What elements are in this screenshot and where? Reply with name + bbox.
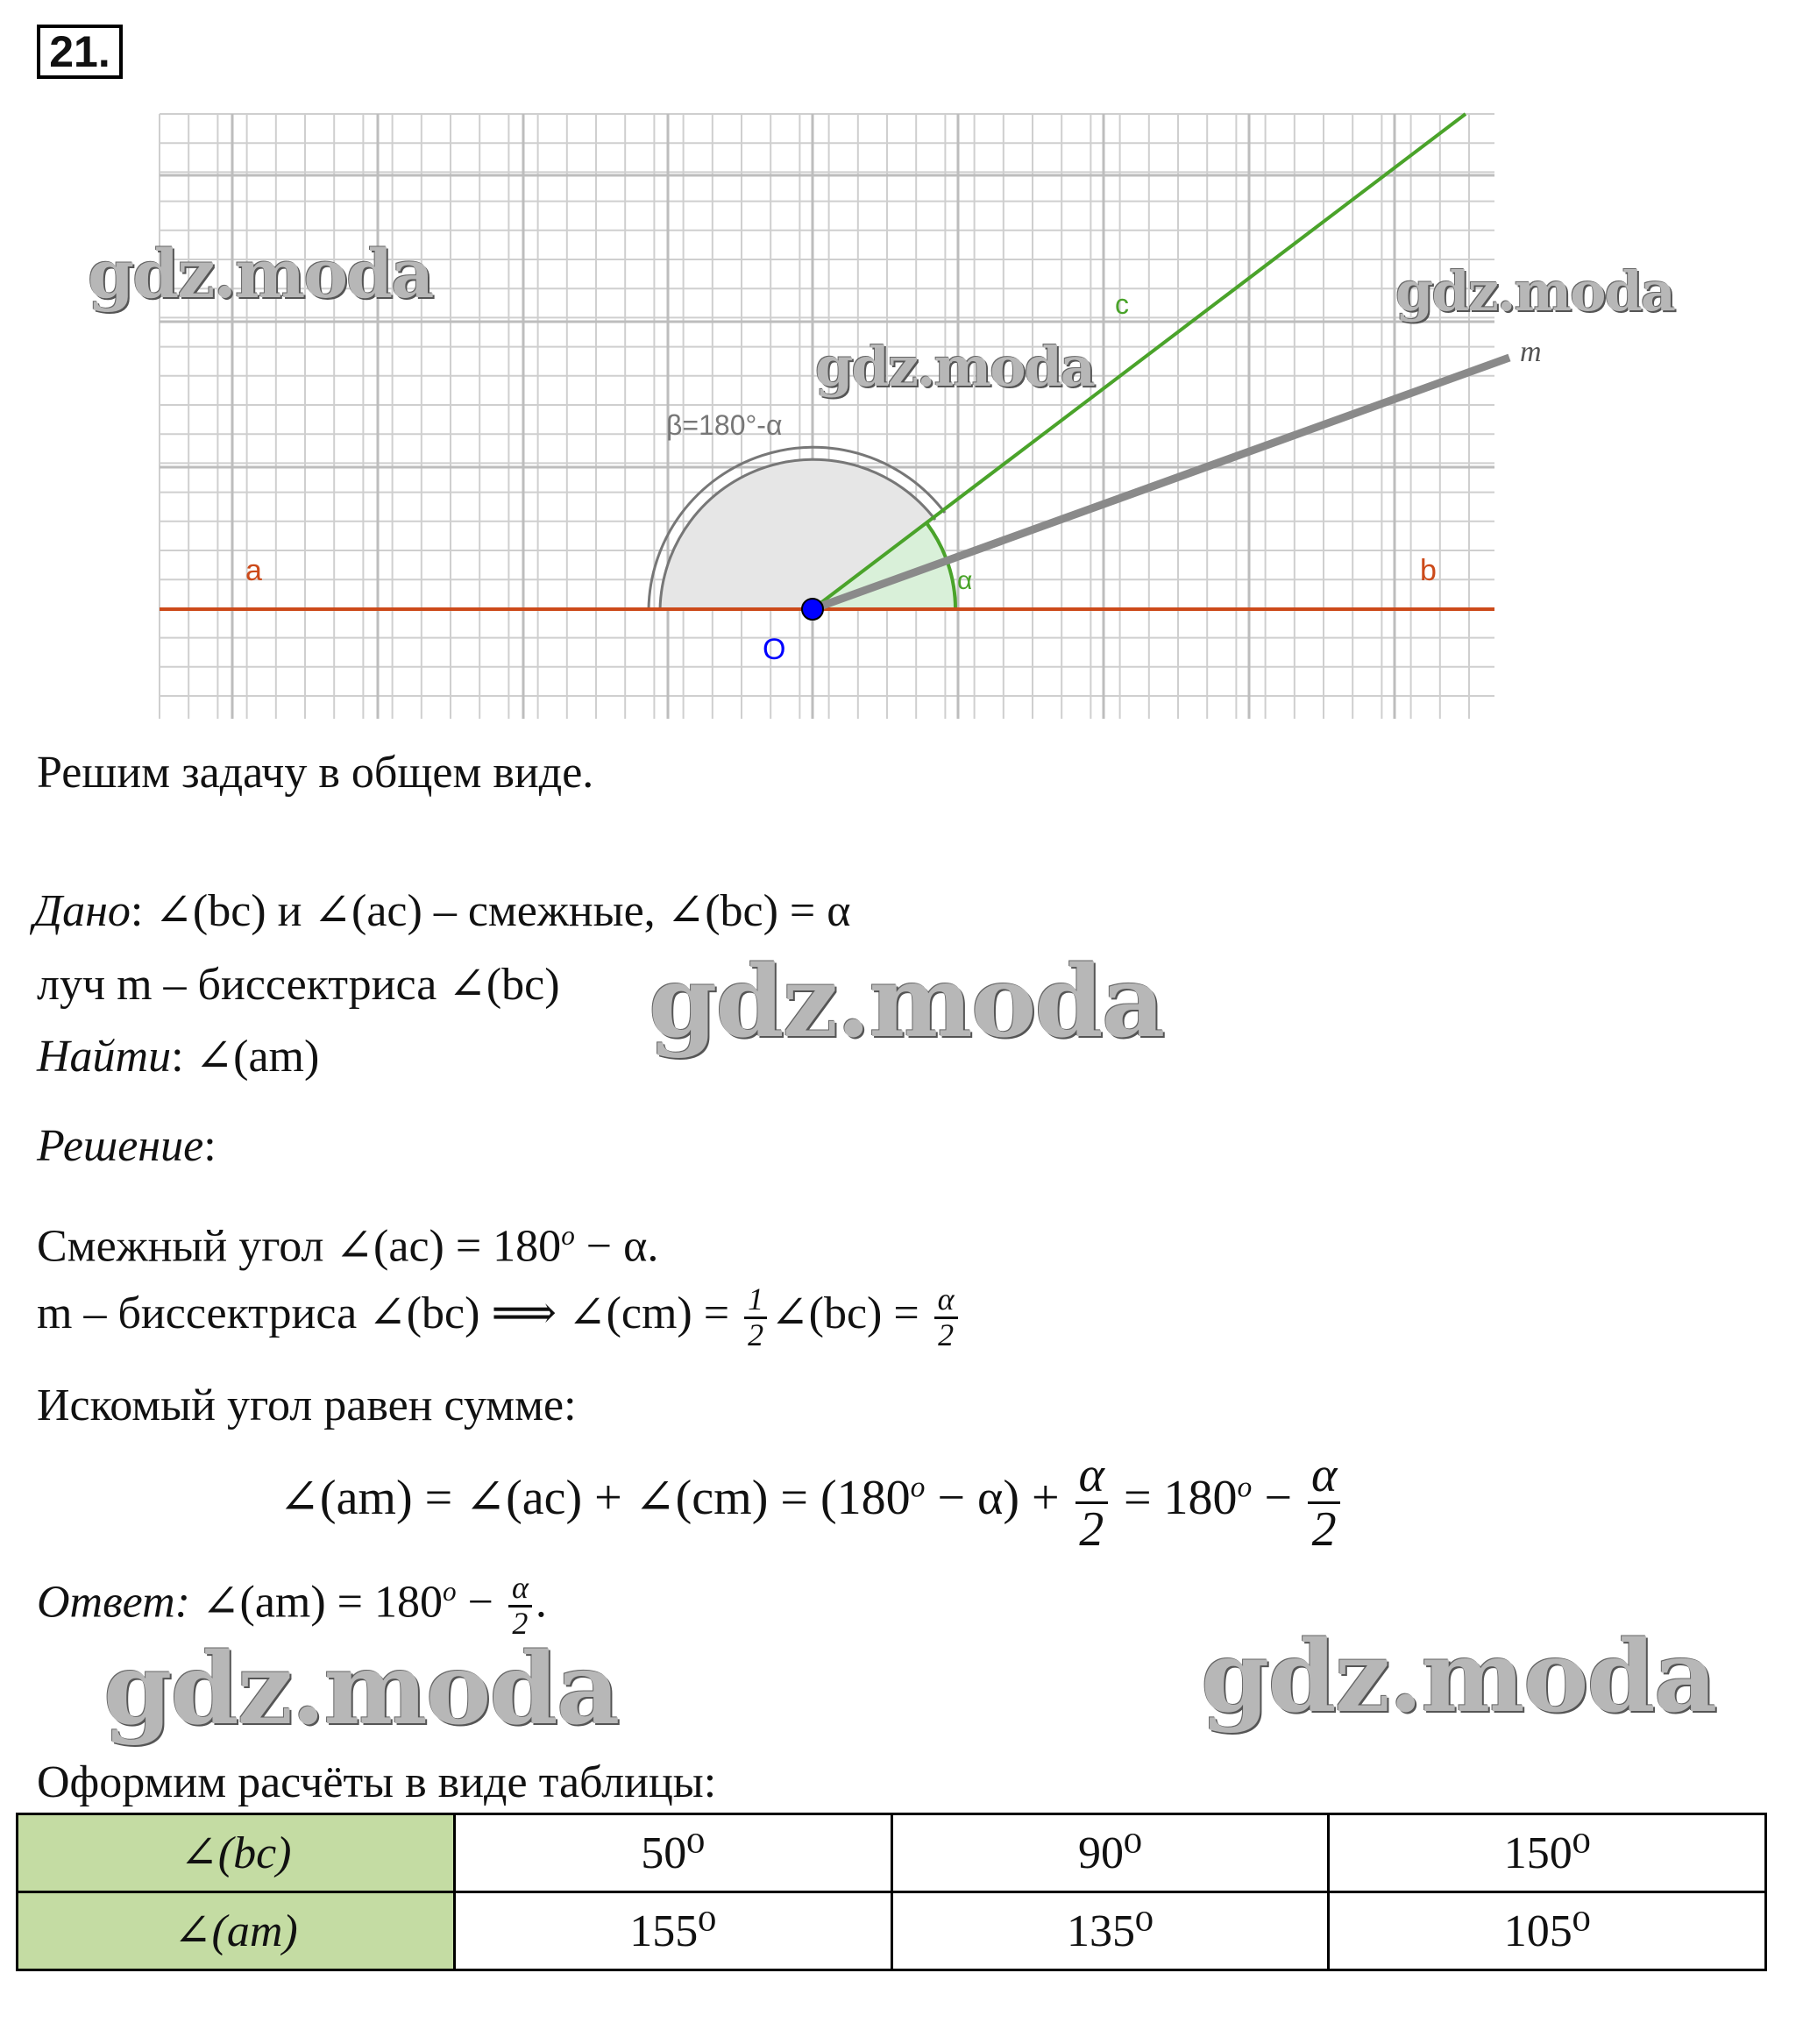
label-o: O xyxy=(763,633,786,666)
table-cell: 90⁰ xyxy=(891,1814,1329,1892)
label-c: c xyxy=(1115,288,1129,320)
fraction-alpha-half: $\frac{\alpha}{2}$ xyxy=(1308,1450,1340,1556)
degree-mark: o xyxy=(561,1220,575,1251)
label-a: a xyxy=(245,554,262,587)
given-text: : ∠(bc) и ∠(ac) – смежные, ∠(bc) = α xyxy=(130,886,851,936)
watermark: gdz.moda xyxy=(649,945,1164,1060)
table-row xyxy=(18,1814,1766,1892)
point-o xyxy=(802,599,823,620)
table-intro: Оформим расчёты в виде таблицы: xyxy=(37,1757,717,1807)
adjacent-prefix: Смежный угол ∠(ac) = 180 xyxy=(37,1221,562,1272)
watermark: gdz.moda xyxy=(815,335,1094,399)
answer-part-a: ∠(am) = 180 xyxy=(189,1577,444,1628)
row-header-bc: ∠(bc) xyxy=(18,1814,455,1892)
find-label: Найти xyxy=(37,1032,172,1082)
bisector-text: m – биссектриса ∠(bc) ⟹ ∠(cm) = xyxy=(37,1288,742,1339)
row-header-am: ∠(am) xyxy=(18,1892,455,1970)
watermark: gdz.moda xyxy=(1201,1620,1716,1735)
calculation-table xyxy=(16,1813,1767,1971)
label-m: m xyxy=(1520,336,1542,368)
given-line-1 xyxy=(33,885,851,938)
fraction-alpha-half: $\frac{\alpha}{2}$ xyxy=(508,1572,532,1641)
fraction-alpha-half: $\frac{\alpha}{2}$ xyxy=(1075,1450,1108,1556)
fraction-alpha-half: $\frac{\alpha}{2}$ xyxy=(934,1283,958,1352)
answer-label: Ответ: xyxy=(37,1577,190,1628)
answer-part-b: − xyxy=(456,1577,505,1628)
watermark: gdz.moda xyxy=(88,235,433,313)
table-cell: 150⁰ xyxy=(1329,1814,1766,1892)
answer-line xyxy=(37,1565,547,1641)
formula-part-b: − α) + xyxy=(925,1471,1072,1526)
table-cell: 105⁰ xyxy=(1329,1892,1766,1970)
problem-number: 21. xyxy=(37,25,123,79)
formula-part-a: ∠(am) = ∠(ac) + ∠(cm) = (180 xyxy=(279,1471,911,1526)
sum-intro: Искомый угол равен сумме: xyxy=(37,1380,577,1430)
solution-heading xyxy=(37,1120,217,1173)
degree-mark: o xyxy=(910,1471,926,1504)
bisector-mid: ∠(bc) = xyxy=(770,1288,931,1339)
solution-label: Решение xyxy=(37,1121,204,1171)
given-label: Дано xyxy=(33,886,131,936)
watermark: gdz.moda xyxy=(103,1632,619,1747)
solution-colon: : xyxy=(203,1121,217,1171)
watermark: gdz.moda xyxy=(1395,259,1674,323)
find-text: : ∠(am) xyxy=(171,1032,320,1082)
label-alpha: α xyxy=(957,566,973,595)
adjacent-angle-line xyxy=(37,1210,658,1273)
label-b: b xyxy=(1420,554,1437,587)
formula-part-c: = 180 xyxy=(1111,1471,1238,1526)
table-cell: 135⁰ xyxy=(891,1892,1329,1970)
adjacent-suffix: − α. xyxy=(574,1221,659,1272)
degree-mark: o xyxy=(443,1576,457,1607)
given-line-2: луч m – биссектриса ∠(bc) xyxy=(37,960,560,1010)
table-row xyxy=(18,1892,1766,1970)
grid xyxy=(160,114,1494,719)
table-cell: 155⁰ xyxy=(454,1892,891,1970)
main-formula xyxy=(279,1450,1344,1556)
bisector-line xyxy=(37,1283,962,1352)
degree-mark: o xyxy=(1237,1471,1253,1504)
intro-text: Решим задачу в общем виде. xyxy=(37,748,594,798)
table-cell: 50⁰ xyxy=(454,1814,891,1892)
formula-part-d: − xyxy=(1252,1471,1304,1526)
fraction-one-half: $\frac{1}{2}$ xyxy=(744,1283,767,1352)
answer-end: . xyxy=(535,1577,547,1628)
find-line xyxy=(37,1031,319,1083)
label-beta: β=180°-α xyxy=(666,409,783,441)
